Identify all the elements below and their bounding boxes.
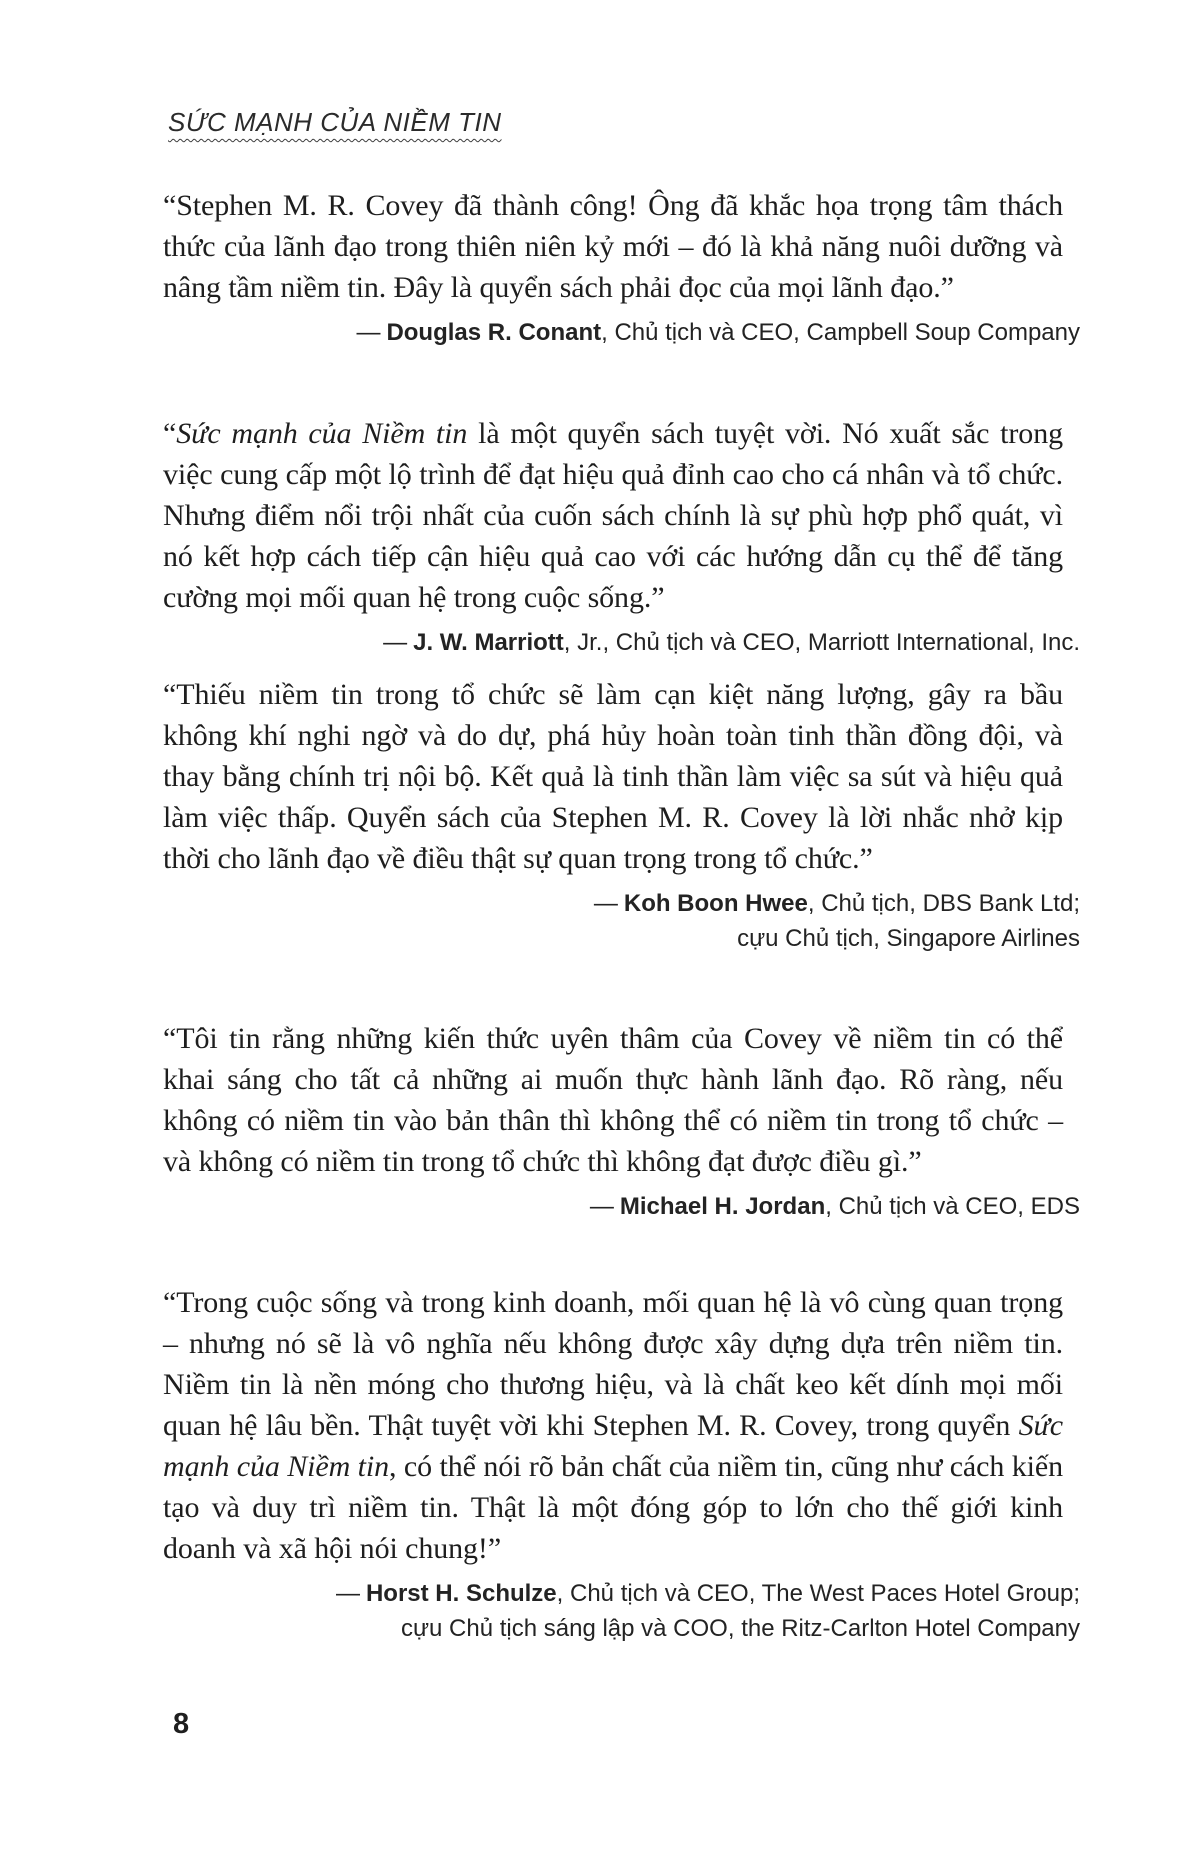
attribution bbox=[163, 1576, 1080, 1646]
quote-text-italic: Sức mạnh của Niềm tin bbox=[163, 1409, 1063, 1483]
attribution-name: Douglas R. Conant bbox=[386, 319, 602, 346]
quote-paragraph bbox=[163, 413, 1063, 618]
attribution-role: , Chủ tịch và CEO, Campbell Soup Company bbox=[601, 319, 1080, 346]
quote-block-5 bbox=[163, 1282, 1080, 1646]
attribution bbox=[163, 315, 1080, 350]
em-dash: — bbox=[383, 629, 408, 656]
quote-text: “ bbox=[163, 417, 177, 450]
quote-paragraph bbox=[163, 674, 1063, 879]
attribution-role: , Chủ tịch và CEO, EDS bbox=[825, 1193, 1080, 1220]
attribution-name: J. W. Marriott bbox=[413, 629, 564, 656]
quote-text: là một quyển sách tuyệt vời. Nó xuất sắc trong việc cung cấp một lộ trình để đạt hiệu quả đỉnh cao cho cá nhân và tổ chức. Nhưng điểm nổi trội nhất của cuốn sách chính là sự phù hợp phổ quát, vì nó kết hợp cách tiếp cận hiệu quả cao với các hướng dẫn cụ thể để tăng cường mọi mối quan hệ trong cuộc sống.” bbox=[163, 417, 1064, 614]
quote-block-3 bbox=[163, 674, 1080, 956]
page-number: 8 bbox=[173, 1708, 190, 1740]
em-dash: — bbox=[589, 1193, 614, 1220]
quote-text: , có thể nói rõ bản chất của niềm tin, cũng như cách kiến tạo và duy trì niềm tin. Thật là một đóng góp to lớn cho thế giới kinh doanh và xã hội nói chung!” bbox=[163, 1450, 1063, 1565]
attribution-name: Horst H. Schulze bbox=[365, 1580, 557, 1607]
attribution bbox=[163, 886, 1080, 956]
attribution-role: , Chủ tịch và CEO, The West Paces Hotel Group; bbox=[556, 1580, 1080, 1607]
em-dash: — bbox=[356, 319, 381, 346]
quote-text-italic: Sức mạnh của Niềm tin bbox=[176, 417, 468, 450]
quote-text: “Stephen M. R. Covey đã thành công! Ông đã khắc họa trọng tâm thách thức của lãnh đạo trong thiên niên kỷ mới – đó là khả năng nuôi dưỡng và nâng tầm niềm tin. Đây là quyển sách phải đọc của mọi lãnh đạo.” bbox=[163, 189, 1063, 304]
quote-paragraph bbox=[163, 1282, 1063, 1569]
running-header: SỨC MẠNH CỦA NIỀM TIN bbox=[168, 107, 502, 137]
attribution-role: , Chủ tịch, DBS Bank Ltd; bbox=[807, 890, 1080, 917]
quote-block-4 bbox=[163, 1018, 1080, 1224]
quote-block-1 bbox=[163, 185, 1080, 350]
quote-paragraph bbox=[163, 185, 1063, 308]
quote-text: “Thiếu niềm tin trong tổ chức sẽ làm cạn kiệt năng lượng, gây ra bầu không khí nghi ngờ và do dự, phá hủy hoàn toàn tinh thần đồng đội, và thay bằng chính trị nội bộ. Kết quả là tinh thần làm việc sa sút và hiệu quả làm việc thấp. Quyển sách của Stephen M. R. Covey là lời nhắc nhở kịp thời cho lãnh đạo về điều thật sự quan trọng trong tổ chức.” bbox=[163, 678, 1063, 875]
quote-text: “Trong cuộc sống và trong kinh doanh, mối quan hệ là vô cùng quan trọng – nhưng nó sẽ là vô nghĩa nếu không được xây dựng dựa trên niềm tin. Niềm tin là nền móng cho thương hiệu, và là chất keo kết dính mọi mối quan hệ lâu bền. Thật tuyệt vời khi Stephen M. R. Covey, trong quyển bbox=[163, 1286, 1063, 1442]
em-dash: — bbox=[593, 890, 618, 917]
quote-paragraph bbox=[163, 1018, 1063, 1182]
em-dash: — bbox=[335, 1580, 360, 1607]
attribution-name: Michael H. Jordan bbox=[619, 1193, 826, 1220]
attribution bbox=[163, 1189, 1080, 1224]
quote-block-2 bbox=[163, 413, 1080, 660]
attribution-name: Koh Boon Hwee bbox=[623, 890, 808, 917]
attribution-line2: cựu Chủ tịch sáng lập và COO, the Ritz-Carlton Hotel Company bbox=[400, 1615, 1080, 1642]
attribution bbox=[163, 625, 1080, 660]
attribution-role: , Jr., Chủ tịch và CEO, Marriott International, Inc. bbox=[563, 629, 1080, 656]
quote-text: “Tôi tin rằng những kiến thức uyên thâm của Covey về niềm tin có thể khai sáng cho tất cả những ai muốn thực hành lãnh đạo. Rõ ràng, nếu không có niềm tin vào bản thân thì không thể có niềm tin trong tổ chức – và không có niềm tin trong tổ chức thì không đạt được điều gì.” bbox=[163, 1022, 1063, 1178]
attribution-line2: cựu Chủ tịch, Singapore Airlines bbox=[737, 925, 1080, 952]
